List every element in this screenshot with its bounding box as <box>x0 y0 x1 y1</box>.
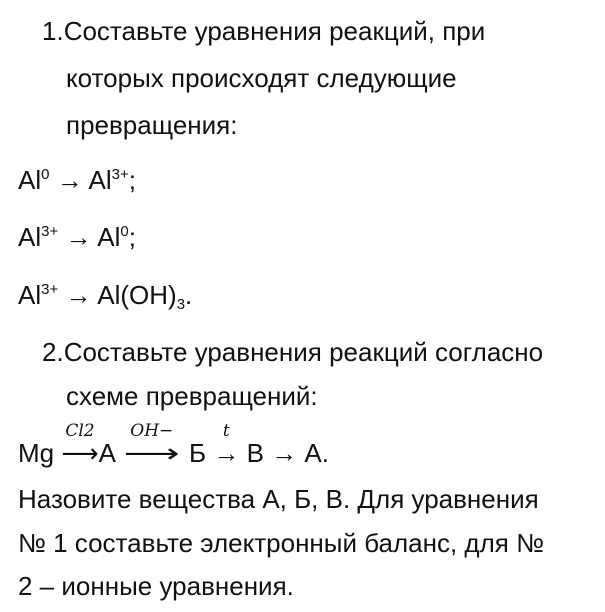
task1-line1 <box>42 16 485 46</box>
equation-lhs-charge: 3+ <box>41 223 59 240</box>
reaction-arrow: ⟶ <box>61 438 99 468</box>
equation-rhs-element: Al(OH) <box>97 280 177 310</box>
equation-2 <box>18 222 136 252</box>
scheme-arrow-2 <box>122 421 182 468</box>
scheme-arrow-1-label: Cl2 <box>65 421 95 441</box>
task1-line2: которых происходят следующие <box>66 63 457 93</box>
task2-line1 <box>42 337 543 367</box>
equation-lhs-charge: 3+ <box>41 281 59 298</box>
scheme-substance-b: Б <box>189 438 207 468</box>
equation-punct: ; <box>128 222 136 252</box>
task1-line3: превращения: <box>66 110 238 140</box>
task1-text-line1: Составьте уравнения реакций, при <box>63 16 486 46</box>
equation-punct: ; <box>128 165 136 195</box>
scheme-start: Mg <box>18 438 55 468</box>
scheme-arrow-3 <box>213 421 240 468</box>
scheme-substance-c: В <box>246 438 264 468</box>
closing-line1: Назовите вещества А, Б, В. Для уравнения <box>18 484 539 514</box>
equation-3 <box>18 280 193 313</box>
equation-rhs-charge: 3+ <box>111 166 129 183</box>
scheme-end: А. <box>304 438 329 468</box>
equation-lhs-element: Al <box>18 222 42 252</box>
reaction-arrow: → <box>56 165 83 195</box>
equation-1 <box>18 165 136 195</box>
task2-number: 2. <box>42 337 64 367</box>
reaction-arrow: ⟶ <box>123 438 180 468</box>
task2-text-line1: Составьте уравнения реакций согласно <box>63 337 544 367</box>
equation-lhs-element: Al <box>18 280 42 310</box>
equation-lhs-charge: 0 <box>41 166 50 183</box>
reaction-arrow: → <box>271 438 298 468</box>
task1-number: 1. <box>42 16 64 46</box>
closing-line3: 2 – ионные уравнения. <box>18 571 294 601</box>
reaction-arrow: → <box>213 438 240 468</box>
equation-rhs-element: Al <box>88 165 112 195</box>
equation-rhs-element: Al <box>97 222 121 252</box>
scheme-arrow-3-label: t <box>222 421 230 441</box>
scheme-arrow-2-label: OH− <box>130 421 174 441</box>
scheme-arrow-1 <box>61 421 99 468</box>
equation-rhs-subscript: 3 <box>176 296 186 313</box>
equation-rhs-charge: 0 <box>120 223 129 240</box>
reaction-arrow: → <box>65 280 92 310</box>
task2-line2: схеме превращений: <box>66 381 318 411</box>
scheme-substance-a: A <box>98 438 115 468</box>
equation-lhs-element: Al <box>18 165 42 195</box>
equation-punct: . <box>185 280 193 310</box>
closing-line2: № 1 составьте электронный баланс, для № <box>18 528 544 558</box>
transformation-scheme <box>18 421 329 468</box>
reaction-arrow: → <box>65 222 92 252</box>
